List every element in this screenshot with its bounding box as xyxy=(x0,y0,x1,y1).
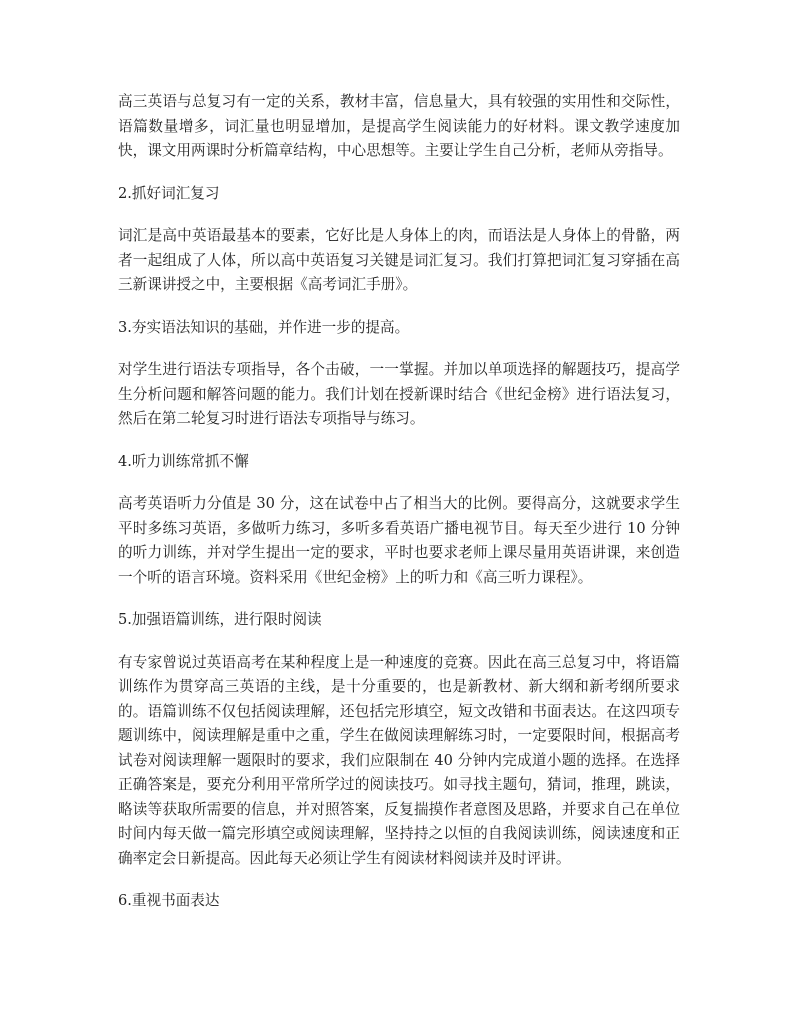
section-heading-listening: 4.听力训练常抓不懈 xyxy=(118,452,249,470)
intro-paragraph: 高三英语与总复习有一定的关系，教材丰富，信息量大，具有较强的实用性和交际性，语篇数量增多，词汇量也明显增加，是提高学生阅读能力的好材料。课文教学速度加快，课文用两课时分析篇章结构，中心思想等。主要让学生自己分析，老师从旁指导。 xyxy=(118,93,680,159)
section-heading-reading: 5.加强语篇训练，进行限时阅读 xyxy=(118,611,322,628)
document-page xyxy=(118,90,680,932)
vocabulary-paragraph: 词汇是高中英语最基本的要素，它好比是人身体上的肉，而语法是人身体上的骨骼，两者一起组成了人体，所以高中英语复习关键是词汇复习。我们打算把词汇复习穿插在高三新课讲授之中，主要根据《高考词汇手册》。 xyxy=(118,227,680,293)
section-heading-writing: 6.重视书面表达 xyxy=(118,892,220,909)
reading-paragraph: 有专家曾说过英语高考在某种程度上是一种速度的竞赛。因此在高三总复习中，将语篇训练作为贯穿高三英语的主线，是十分重要的，也是新教材、新大纲和新考纲所要求的。语篇训练不仅包括阅读理解，还包括完形填空，短文改错和书面表达。在这四项专题训练中，阅读理解是重中之重，学生在做阅读理解练习时，一定要限时间，根据高考试卷对阅读理解一题限时的要求，我们应限制在 40 分钟内完成道小题的选择。在选择正确答案是，要充分利用平常所学过的阅读技巧。如寻找主题句，猜词，推理，跳读，略读等获取所需要的信息，并对照答案，反复揣摸作者意图及思路，并要求自己在单位时间内每天做一篇完形填空或阅读理解，坚持持之以恒的自我阅读训练，阅读速度和正确率定会日新提高。因此每天必须让学生有阅读材料阅读并及时评讲。 xyxy=(118,653,680,867)
section-heading-grammar: 3.夯实语法知识的基础，并作进一步的提高。 xyxy=(118,318,410,336)
grammar-paragraph: 对学生进行语法专项指导，各个击破，一一掌握。并加以单项选择的解题技巧，提高学生分析问题和解答问题的能力。我们计划在授新课时结合《世纪金榜》进行语法复习，然后在第二轮复习时进行语法专项指导与练习。 xyxy=(118,361,680,427)
section-heading-vocabulary: 2.抓好词汇复习 xyxy=(118,184,220,202)
listening-paragraph: 高考英语听力分值是 30 分，这在试卷中占了相当大的比例。要得高分，这就要求学生平时多练习英语，多做听力练习，多听多看英语广播电视节目。每天至少进行 10 分钟的听力训练，并对学生提出一定的要求，平时也要求老师上课尽量用英语讲课，来创造一个听的语言环境。资料采用《世纪金榜》上的听力和《高三听力课程》。 xyxy=(118,495,680,586)
